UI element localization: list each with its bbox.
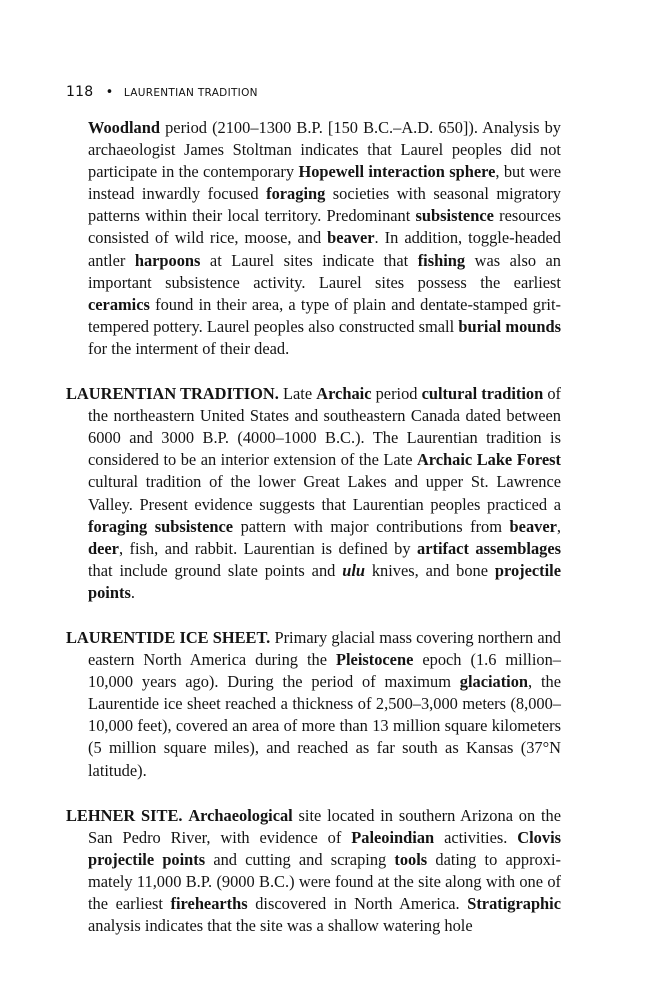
bold-term: artifact assemblages — [417, 538, 561, 558]
entry-text: for the interment of their dead. — [88, 338, 290, 358]
entry-text: epoch (1.6 million–10,000 years ago). During the period of maximum — [88, 650, 561, 692]
entry-text: Late — [278, 384, 317, 404]
entry-text: period (2100–1300 B.P. [150 B.C.–A.D. 650]). Analysis by archaeologist James Stoltman indicates that Laurel peoples did not participate in the contemporary — [88, 118, 561, 182]
bold-term: Archaic Lake Forest — [416, 450, 561, 470]
entry-text: at Laurel sites indicate that — [200, 250, 418, 270]
entry-text: resources consisted of wild rice, moose, and — [88, 206, 561, 248]
bold-term: burial mounds — [458, 316, 562, 336]
entry-text: knives, and bone — [365, 560, 495, 580]
entry-text: analysis indicates that the site was a shallow watering hole — [88, 916, 473, 936]
entry-laurentian-tradition — [66, 383, 561, 604]
bold-term: foraging subsistence — [88, 516, 234, 536]
entry-text: . — [130, 582, 135, 602]
bold-term: fishing — [417, 250, 466, 270]
entry-text: , fish, and rabbit. Laurentian is defined by — [118, 538, 418, 558]
bold-term: Archaic — [316, 384, 372, 404]
entry-text: and cutting and scraping — [205, 849, 395, 869]
bold-term: harpoons — [134, 250, 201, 270]
entry-text: societies with seasonal migratory patterns within their local territory. Predominant — [88, 184, 561, 226]
bold-term: LAURENTIDE ICE SHEET. — [66, 627, 271, 647]
entry-text: , — [556, 516, 561, 536]
entry-lehner-site — [66, 805, 561, 938]
entry-text: , the Laurentide ice sheet reached a thickness of 2,500–3,000 meters (8,000–10,000 feet), covered an area of more than 13 million square kilometers (5 million square miles), and reached as far south as Kansas (37°N latitude). — [88, 672, 561, 780]
bold-term: firehearths — [170, 894, 248, 913]
bold-term: LEHNER SITE. — [66, 805, 183, 825]
bold-term: Hopewell interaction sphere — [298, 162, 496, 182]
bullet-separator: • — [105, 85, 114, 100]
bold-term: beaver — [509, 516, 557, 536]
entry-text: , but were instead inwardly focused — [88, 162, 561, 204]
bold-term: subsistence — [415, 206, 494, 226]
entry-text: activities. — [434, 827, 518, 847]
entry-text: of the northeastern United States and southeastern Canada dated between 6000 and 3000 B.P. (4000–1000 B.C.). The Laurentian tradition is considered to be an interior extension of the Late — [88, 384, 561, 470]
bold-term: Clovis projectile points — [88, 827, 561, 869]
bold-term: Stratigraphic — [467, 894, 562, 913]
page-number: 118 — [66, 84, 94, 100]
entry-text: that include ground slate points and — [88, 560, 343, 580]
bold-italic-term: ulu — [342, 560, 365, 580]
entry-text: . In addition, toggle-headed antler — [88, 228, 561, 270]
entry-text: pattern with major contributions from — [233, 516, 510, 536]
bold-term: projectile points — [88, 560, 561, 602]
entry-text: was also an important subsistence activity. Laurel sites possess the earliest — [88, 250, 562, 292]
bold-term: foraging — [266, 184, 326, 204]
entry-text: cultural tradition of the lower Great Lakes and upper St. Lawrence Valley. Present evidence suggests that Laurentian peoples practiced a — [88, 472, 561, 514]
bold-term: Paleoindian — [351, 827, 435, 847]
entry-text: dating to approximately 11,000 B.P. (9000 B.C.) were found at the site along with one of the earliest — [88, 849, 561, 913]
bold-term: Pleistocene — [335, 650, 414, 670]
bold-term: deer — [88, 538, 119, 558]
running-head-title: LAURENTIAN TRADITION — [123, 87, 258, 99]
entry-text: discovered in North America. — [247, 894, 468, 913]
entry-text: period — [371, 384, 422, 404]
entry-laurentide-ice-sheet — [66, 627, 561, 782]
bold-term: ceramics — [88, 294, 150, 314]
bold-term: cultural tradition — [421, 384, 544, 404]
entry-continuation — [66, 117, 561, 360]
dictionary-text — [66, 117, 561, 960]
bold-term: glaciation — [459, 672, 529, 692]
bold-term: Archaeological — [188, 805, 293, 825]
bold-term: beaver — [327, 228, 375, 248]
bold-term: LAURENTIAN TRADITION. — [66, 384, 279, 404]
bold-term: tools — [394, 849, 428, 869]
entry-text: Primary glacial mass covering northern and eastern North America during the — [88, 627, 562, 670]
running-head — [66, 84, 258, 100]
bold-term: Woodland — [88, 118, 160, 137]
entry-text: site located in southern Arizona on the San Pedro River, with evidence of — [88, 805, 562, 847]
entry-text: found in their area, a type of plain and dentate-stamped grit-tempered pottery. Laurel peoples also constructed small — [88, 294, 561, 336]
